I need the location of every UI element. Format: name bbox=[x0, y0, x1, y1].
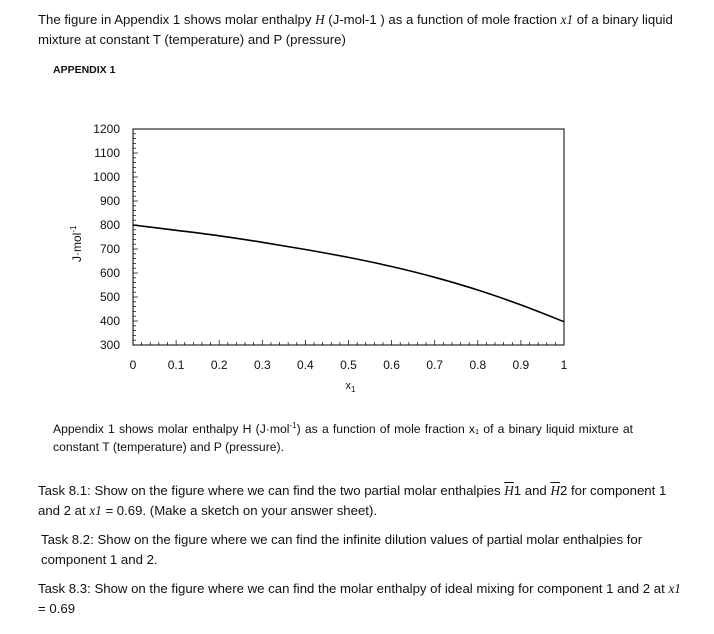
x-tick-label: 0.4 bbox=[297, 358, 314, 372]
plot-frame bbox=[133, 129, 564, 345]
x-tick-label: 0.5 bbox=[340, 358, 357, 372]
x-axis-label: $x_1$ bbox=[345, 380, 356, 394]
task1-and: and bbox=[521, 483, 551, 498]
figure-caption bbox=[53, 417, 633, 456]
series-line-h bbox=[133, 225, 564, 322]
intro-text-1: The figure in Appendix 1 shows molar enthalpy bbox=[38, 12, 316, 27]
intro-var-x1: x1 bbox=[560, 12, 574, 27]
y-tick-label: 800 bbox=[99, 218, 120, 232]
y-tick-label: 1000 bbox=[93, 170, 120, 184]
task1-h2-index: 2 bbox=[559, 483, 568, 498]
intro-var-h: H bbox=[315, 12, 325, 27]
task3-var-x1: x1 bbox=[668, 581, 681, 596]
y-tick-label: 500 bbox=[99, 290, 120, 304]
task3-text-2: = 0.69 bbox=[38, 601, 76, 616]
task1-h2-symbol: $\overline{H}$ bbox=[550, 483, 560, 498]
task3-text-1: Task 8.3: Show on the figure where we can find the molar enthalpy of ideal mixing for component 1 and 2 at bbox=[38, 581, 669, 596]
x-tick-label: 0.8 bbox=[469, 358, 487, 372]
task1-h1-symbol: $\overline{H}$ bbox=[504, 483, 514, 498]
x-tick-label: 0.9 bbox=[512, 358, 530, 372]
x-tick-label: 1 bbox=[560, 358, 568, 372]
x-tick-label: 0 bbox=[129, 358, 137, 372]
task-8-3 bbox=[38, 579, 688, 619]
y-axis-label: J·mol$^{-1}$ bbox=[69, 225, 84, 262]
y-tick-label: 900 bbox=[99, 194, 120, 208]
intro-text-2: (J-mol-1 ) as a function of mole fraction bbox=[324, 12, 561, 27]
caption-text-2: ) as a function of mole fraction x₁ of a binary liquid mixture at constant T (temperature) and P (pressure). bbox=[53, 422, 633, 455]
x-tick-label: 0.1 bbox=[167, 358, 185, 372]
task1-text-2: for component 1 and 2 at bbox=[38, 483, 667, 518]
task-8-1 bbox=[38, 481, 688, 521]
y-tick-label: 700 bbox=[99, 242, 120, 256]
y-tick-label: 300 bbox=[99, 338, 120, 352]
y-tick-label: 1200 bbox=[93, 122, 120, 136]
task1-text-3: = 0.69. (Make a sketch on your answer sheet). bbox=[101, 503, 378, 518]
task1-var-x1: x1 bbox=[89, 503, 102, 518]
x-tick-label: 0.6 bbox=[383, 358, 400, 372]
x-tick-label: 0.7 bbox=[426, 358, 444, 372]
y-tick-label: 600 bbox=[99, 266, 120, 280]
y-tick-label: 1100 bbox=[94, 146, 120, 160]
x-tick-label: 0.3 bbox=[253, 358, 271, 372]
intro-text-3: of a binary liquid mixture at constant T (temperature) and P (pressure) bbox=[38, 12, 673, 47]
caption-text-1: Appendix 1 shows molar enthalpy H (J·mol bbox=[53, 422, 290, 437]
task-8-2: Task 8.2: Show on the figure where we can find the infinite dilution values of partial molar enthalpies for component 1 and 2. bbox=[41, 532, 643, 567]
task1-text-1: Task 8.1: Show on the figure where we can find the two partial molar enthalpies bbox=[38, 483, 505, 498]
task1-h1-index: 1 bbox=[513, 483, 522, 498]
x-tick-label: 0.2 bbox=[210, 358, 228, 372]
caption-superscript: -1 bbox=[289, 421, 297, 430]
y-tick-label: 400 bbox=[99, 314, 120, 328]
appendix-title: APPENDIX 1 bbox=[53, 64, 116, 76]
